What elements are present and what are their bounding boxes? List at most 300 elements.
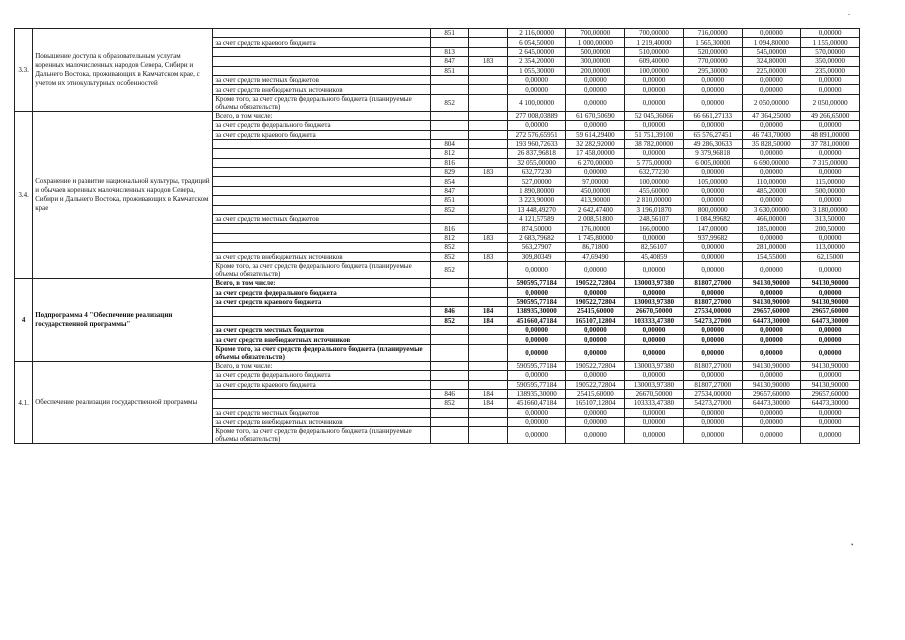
year-value: 81807,27000 xyxy=(683,361,742,370)
funding-source: за счет средств местных бюджетов xyxy=(213,325,431,334)
year-value: 0,00000 xyxy=(742,288,801,297)
corner-mark-top: - xyxy=(848,10,851,18)
year-value: 2 050,00000 xyxy=(742,94,801,111)
year-value: 0,00000 xyxy=(742,325,801,334)
grbs-code: 816 xyxy=(430,224,468,233)
year-value: 800,00000 xyxy=(683,205,742,214)
year-value: 45,40859 xyxy=(625,252,684,261)
year-value: 324,80000 xyxy=(742,57,801,66)
year-value: 466,00000 xyxy=(742,215,801,224)
total-value: 138935,30000 xyxy=(507,307,566,316)
year-value: 0,00000 xyxy=(742,371,801,380)
funding-source xyxy=(213,66,431,75)
total-value: 32 055,00000 xyxy=(507,158,566,167)
year-value: 510,00000 xyxy=(625,47,684,56)
program-code xyxy=(469,418,507,427)
year-value: 1 565,30000 xyxy=(683,38,742,47)
year-value: 130003,97380 xyxy=(625,297,684,306)
funding-source xyxy=(213,47,431,56)
table-body xyxy=(15,29,860,444)
year-value: 0,00000 xyxy=(625,427,684,444)
funding-source: Всего, в том числе: xyxy=(213,361,431,370)
program-code xyxy=(469,111,507,120)
year-value: 0,00000 xyxy=(683,94,742,111)
funding-source xyxy=(213,399,431,408)
program-code xyxy=(469,139,507,148)
year-value: 0,00000 xyxy=(683,243,742,252)
year-value: 0,00000 xyxy=(566,288,625,297)
year-value: 115,00000 xyxy=(801,177,860,186)
funding-source: за счет средств местных бюджетов xyxy=(213,215,431,224)
year-value: 47 364,25000 xyxy=(742,111,801,120)
year-value: 235,00000 xyxy=(801,66,860,75)
grbs-code: 816 xyxy=(430,158,468,167)
year-value: 64473,30000 xyxy=(801,316,860,325)
year-value: 0,00000 xyxy=(683,288,742,297)
year-value: 455,60000 xyxy=(625,186,684,195)
total-value: 193 960,72633 xyxy=(507,139,566,148)
year-value: 0,00000 xyxy=(801,149,860,158)
year-value: 0,00000 xyxy=(566,408,625,417)
year-value: 0,00000 xyxy=(683,344,742,361)
total-value: 590595,77184 xyxy=(507,361,566,370)
grbs-code: 812 xyxy=(430,149,468,158)
year-value: 0,00000 xyxy=(742,344,801,361)
year-value: 0,00000 xyxy=(625,85,684,94)
total-value: 0,00000 xyxy=(507,288,566,297)
program-code xyxy=(469,288,507,297)
year-value: 0,00000 xyxy=(801,233,860,242)
year-value: 0,00000 xyxy=(625,418,684,427)
year-value: 0,00000 xyxy=(742,121,801,130)
year-value: 49 266,65000 xyxy=(801,111,860,120)
total-value: 2 354,20000 xyxy=(507,57,566,66)
funding-source xyxy=(213,316,431,325)
total-value: 3 223,90000 xyxy=(507,196,566,205)
year-value: 94130,90000 xyxy=(742,380,801,389)
program-code xyxy=(469,149,507,158)
total-value: 272 576,65951 xyxy=(507,130,566,139)
year-value: 1 084,99682 xyxy=(683,215,742,224)
year-value: 0,00000 xyxy=(742,149,801,158)
year-value: 770,00000 xyxy=(683,57,742,66)
program-code: 184 xyxy=(469,307,507,316)
grbs-code: 804 xyxy=(430,139,468,148)
year-value: 0,00000 xyxy=(742,233,801,242)
grbs-code: 852 xyxy=(430,205,468,214)
year-value: 485,20000 xyxy=(742,186,801,195)
section-number: 3.4. xyxy=(15,111,33,278)
grbs-code xyxy=(430,380,468,389)
program-code xyxy=(469,186,507,195)
year-value: 94130,90000 xyxy=(801,361,860,370)
year-value: 65 576,27451 xyxy=(683,130,742,139)
year-value: 632,77230 xyxy=(625,168,684,177)
program-code: 184 xyxy=(469,389,507,398)
grbs-code xyxy=(430,361,468,370)
year-value: 97,00000 xyxy=(566,177,625,186)
year-value: 165107,12804 xyxy=(566,316,625,325)
grbs-code: 852 xyxy=(430,261,468,278)
section-name: Подпрограмма 4 "Обеспечение реализации государственной программы" xyxy=(33,278,213,361)
grbs-code: 851 xyxy=(430,196,468,205)
year-value: 49 286,30633 xyxy=(683,139,742,148)
funding-source: за счет средств федерального бюджета xyxy=(213,121,431,130)
total-value: 4 100,00000 xyxy=(507,94,566,111)
year-value: 38 782,00000 xyxy=(625,139,684,148)
year-value: 0,00000 xyxy=(801,371,860,380)
year-value: 130003,97380 xyxy=(625,380,684,389)
funding-source xyxy=(213,196,431,205)
year-value: 0,00000 xyxy=(683,186,742,195)
funding-source: за счет средств внебюджетных источников xyxy=(213,85,431,94)
year-value: 190522,72804 xyxy=(566,361,625,370)
year-value: 165107,12804 xyxy=(566,399,625,408)
grbs-code: 852 xyxy=(430,243,468,252)
funding-source: Всего, в том числе: xyxy=(213,111,431,120)
program-code: 183 xyxy=(469,233,507,242)
year-value: 450,00000 xyxy=(566,186,625,195)
year-value: 47,69490 xyxy=(566,252,625,261)
year-value: 0,00000 xyxy=(801,427,860,444)
total-value: 0,00000 xyxy=(507,261,566,278)
funding-source: за счет средств краевого бюджета xyxy=(213,297,431,306)
year-value: 94130,90000 xyxy=(801,380,860,389)
year-value: 54273,27000 xyxy=(683,399,742,408)
funding-source xyxy=(213,205,431,214)
year-value: 1 094,80000 xyxy=(742,38,801,47)
table-row xyxy=(15,278,860,287)
year-value: 0,00000 xyxy=(683,418,742,427)
funding-source xyxy=(213,233,431,242)
funding-source xyxy=(213,29,431,38)
grbs-code: 851 xyxy=(430,66,468,75)
year-value: 295,30000 xyxy=(683,66,742,75)
total-value: 590595,77184 xyxy=(507,278,566,287)
funding-source xyxy=(213,307,431,316)
year-value: 0,00000 xyxy=(683,85,742,94)
program-code xyxy=(469,261,507,278)
total-value: 0,00000 xyxy=(507,427,566,444)
program-code xyxy=(469,29,507,38)
year-value: 0,00000 xyxy=(801,288,860,297)
year-value: 2 810,00000 xyxy=(625,196,684,205)
year-value: 190522,72804 xyxy=(566,297,625,306)
total-value: 138935,30000 xyxy=(507,389,566,398)
year-value: 64473,30000 xyxy=(801,399,860,408)
funding-source: Кроме того, за счет средств федерального бюджета (планируемые объемы обязательств) xyxy=(213,344,431,361)
grbs-code xyxy=(430,85,468,94)
year-value: 0,00000 xyxy=(625,94,684,111)
grbs-code xyxy=(430,215,468,224)
year-value: 0,00000 xyxy=(801,121,860,130)
total-value: 0,00000 xyxy=(507,75,566,84)
program-code xyxy=(469,297,507,306)
program-code xyxy=(469,371,507,380)
grbs-code: 854 xyxy=(430,177,468,186)
year-value: 2 008,51800 xyxy=(566,215,625,224)
total-value: 0,00000 xyxy=(507,418,566,427)
program-code xyxy=(469,121,507,130)
funding-source: за счет средств внебюджетных источников xyxy=(213,252,431,261)
year-value: 0,00000 xyxy=(566,325,625,334)
grbs-code xyxy=(430,38,468,47)
total-value: 590595,77184 xyxy=(507,380,566,389)
year-value: 413,90000 xyxy=(566,196,625,205)
year-value: 37 781,00000 xyxy=(801,139,860,148)
grbs-code: 852 xyxy=(430,316,468,325)
year-value: 313,50000 xyxy=(801,215,860,224)
program-code xyxy=(469,205,507,214)
year-value: 0,00000 xyxy=(566,94,625,111)
funding-source: Всего, в том числе: xyxy=(213,278,431,287)
year-value: 0,00000 xyxy=(683,75,742,84)
total-value: 874,50000 xyxy=(507,224,566,233)
year-value: 0,00000 xyxy=(801,168,860,177)
year-value: 0,00000 xyxy=(625,325,684,334)
funding-source: за счет средств федерального бюджета xyxy=(213,371,431,380)
year-value: 54273,27000 xyxy=(683,316,742,325)
total-value: 0,00000 xyxy=(507,85,566,94)
total-value: 4 121,57589 xyxy=(507,215,566,224)
year-value: 66 661,27133 xyxy=(683,111,742,120)
year-value: 0,00000 xyxy=(625,233,684,242)
year-value: 94130,90000 xyxy=(742,297,801,306)
year-value: 0,00000 xyxy=(683,261,742,278)
year-value: 0,00000 xyxy=(566,75,625,84)
funding-source xyxy=(213,389,431,398)
year-value: 25415,60000 xyxy=(566,389,625,398)
year-value: 25415,60000 xyxy=(566,307,625,316)
funding-source xyxy=(213,149,431,158)
year-value: 6 005,00000 xyxy=(683,158,742,167)
year-value: 26670,50000 xyxy=(625,389,684,398)
year-value: 59 614,29400 xyxy=(566,130,625,139)
year-value: 3 196,01870 xyxy=(625,205,684,214)
year-value: 29657,60000 xyxy=(742,389,801,398)
grbs-code: 852 xyxy=(430,94,468,111)
program-code xyxy=(469,196,507,205)
grbs-code xyxy=(430,418,468,427)
year-value: 700,00000 xyxy=(566,29,625,38)
year-value: 6 270,00000 xyxy=(566,158,625,167)
program-code: 184 xyxy=(469,399,507,408)
program-code: 184 xyxy=(469,316,507,325)
year-value: 248,56107 xyxy=(625,215,684,224)
year-value: 0,00000 xyxy=(625,371,684,380)
year-value: 0,00000 xyxy=(683,335,742,344)
year-value: 26670,50000 xyxy=(625,307,684,316)
total-value: 527,00000 xyxy=(507,177,566,186)
funding-source xyxy=(213,57,431,66)
funding-source: за счет средств внебюджетных источников xyxy=(213,418,431,427)
year-value: 0,00000 xyxy=(625,75,684,84)
section-number: 4.1. xyxy=(15,361,33,444)
year-value: 0,00000 xyxy=(683,371,742,380)
funding-source: за счет средств краевого бюджета xyxy=(213,130,431,139)
year-value: 0,00000 xyxy=(683,168,742,177)
grbs-code xyxy=(430,121,468,130)
total-value: 13 448,49270 xyxy=(507,205,566,214)
year-value: 176,00000 xyxy=(566,224,625,233)
funding-source: за счет средств краевого бюджета xyxy=(213,38,431,47)
grbs-code xyxy=(430,297,468,306)
grbs-code xyxy=(430,75,468,84)
program-code xyxy=(469,380,507,389)
year-value: 82,56107 xyxy=(625,243,684,252)
year-value: 94130,90000 xyxy=(801,297,860,306)
year-value: 3 630,00000 xyxy=(742,205,801,214)
year-value: 81807,27000 xyxy=(683,278,742,287)
year-value: 0,00000 xyxy=(683,252,742,261)
year-value: 300,00000 xyxy=(566,57,625,66)
year-value: 17 458,00000 xyxy=(566,149,625,158)
total-value: 277 008,03889 xyxy=(507,111,566,120)
program-code xyxy=(469,66,507,75)
grbs-code xyxy=(430,288,468,297)
funding-source: за счет средств внебюджетных источников xyxy=(213,335,431,344)
year-value: 100,00000 xyxy=(625,177,684,186)
funding-source xyxy=(213,186,431,195)
year-value: 29657,60000 xyxy=(801,389,860,398)
year-value: 105,00000 xyxy=(683,177,742,186)
year-value: 29657,60000 xyxy=(742,307,801,316)
year-value: 500,00000 xyxy=(566,47,625,56)
year-value: 100,00000 xyxy=(625,66,684,75)
funding-source: за счет средств местных бюджетов xyxy=(213,75,431,84)
funding-source xyxy=(213,139,431,148)
total-value: 0,00000 xyxy=(507,121,566,130)
year-value: 81807,27000 xyxy=(683,297,742,306)
year-value: 64473,30000 xyxy=(742,399,801,408)
section-number: 4 xyxy=(15,278,33,361)
grbs-code: 846 xyxy=(430,307,468,316)
year-value: 500,00000 xyxy=(801,186,860,195)
grbs-code: 847 xyxy=(430,186,468,195)
year-value: 0,00000 xyxy=(801,325,860,334)
year-value: 3 180,00000 xyxy=(801,205,860,214)
program-code xyxy=(469,158,507,167)
year-value: 0,00000 xyxy=(566,418,625,427)
year-value: 0,00000 xyxy=(801,29,860,38)
year-value: 185,00000 xyxy=(742,224,801,233)
year-value: 94130,90000 xyxy=(801,278,860,287)
grbs-code: 829 xyxy=(430,168,468,177)
year-value: 0,00000 xyxy=(566,85,625,94)
program-code xyxy=(469,215,507,224)
total-value: 2 116,00000 xyxy=(507,29,566,38)
program-code xyxy=(469,177,507,186)
year-value: 520,00000 xyxy=(683,47,742,56)
grbs-code xyxy=(430,335,468,344)
funding-source: за счет средств федерального бюджета xyxy=(213,288,431,297)
year-value: 2 642,47400 xyxy=(566,205,625,214)
total-value: 6 054,50000 xyxy=(507,38,566,47)
year-value: 0,00000 xyxy=(683,325,742,334)
year-value: 190522,72804 xyxy=(566,278,625,287)
year-value: 5 775,00000 xyxy=(625,158,684,167)
year-value: 700,00000 xyxy=(625,29,684,38)
program-code xyxy=(469,130,507,139)
funding-source xyxy=(213,243,431,252)
section-number: 3.3. xyxy=(15,29,33,112)
year-value: 570,00000 xyxy=(801,47,860,56)
year-value: 0,00000 xyxy=(742,85,801,94)
program-code xyxy=(469,85,507,94)
year-value: 2 050,00000 xyxy=(801,94,860,111)
year-value: 29657,60000 xyxy=(801,307,860,316)
grbs-code xyxy=(430,427,468,444)
year-value: 61 670,50690 xyxy=(566,111,625,120)
program-code xyxy=(469,335,507,344)
year-value: 0,00000 xyxy=(566,261,625,278)
year-value: 0,00000 xyxy=(566,344,625,361)
year-value: 27534,00000 xyxy=(683,389,742,398)
year-value: 103333,47380 xyxy=(625,399,684,408)
year-value: 0,00000 xyxy=(742,408,801,417)
funding-source: за счет средств краевого бюджета xyxy=(213,380,431,389)
year-value: 0,00000 xyxy=(742,196,801,205)
year-value: 27534,00000 xyxy=(683,307,742,316)
year-value: 0,00000 xyxy=(625,344,684,361)
program-code xyxy=(469,325,507,334)
total-value: 0,00000 xyxy=(507,335,566,344)
grbs-code xyxy=(430,344,468,361)
funding-source: Кроме того, за счет средств федерального бюджета (планируемые объемы обязательств) xyxy=(213,427,431,444)
year-value: 0,00000 xyxy=(801,75,860,84)
year-value: 225,00000 xyxy=(742,66,801,75)
funding-source xyxy=(213,224,431,233)
program-code xyxy=(469,243,507,252)
year-value: 1 155,00000 xyxy=(801,38,860,47)
grbs-code xyxy=(430,111,468,120)
year-value: 937,99682 xyxy=(683,233,742,242)
year-value: 0,00000 xyxy=(801,196,860,205)
total-value: 309,80349 xyxy=(507,252,566,261)
grbs-code xyxy=(430,278,468,287)
year-value: 32 282,92000 xyxy=(566,139,625,148)
program-code: 183 xyxy=(469,168,507,177)
year-value: 0,00000 xyxy=(683,121,742,130)
year-value: 64473,30000 xyxy=(742,316,801,325)
year-value: 0,00000 xyxy=(742,427,801,444)
grbs-code xyxy=(430,408,468,417)
year-value: 154,55000 xyxy=(742,252,801,261)
year-value: 94130,90000 xyxy=(742,278,801,287)
year-value: 0,00000 xyxy=(742,168,801,177)
year-value: 200,50000 xyxy=(801,224,860,233)
table-row xyxy=(15,361,860,370)
funding-source: за счет средств местных бюджетов xyxy=(213,408,431,417)
year-value: 1 745,80000 xyxy=(566,233,625,242)
year-value: 190522,72804 xyxy=(566,380,625,389)
year-value: 0,00000 xyxy=(566,121,625,130)
total-value: 590595,77184 xyxy=(507,297,566,306)
year-value: 0,00000 xyxy=(742,75,801,84)
year-value: 0,00000 xyxy=(742,335,801,344)
year-value: 62,15000 xyxy=(801,252,860,261)
year-value: 0,00000 xyxy=(683,196,742,205)
program-code xyxy=(469,408,507,417)
program-code xyxy=(469,278,507,287)
year-value: 0,00000 xyxy=(566,168,625,177)
section-name: Обеспечение реализации государственной программы xyxy=(33,361,213,444)
total-value: 0,00000 xyxy=(507,371,566,380)
year-value: 1 219,40000 xyxy=(625,38,684,47)
year-value: 94130,90000 xyxy=(742,361,801,370)
year-value: 166,00000 xyxy=(625,224,684,233)
year-value: 130003,97380 xyxy=(625,361,684,370)
